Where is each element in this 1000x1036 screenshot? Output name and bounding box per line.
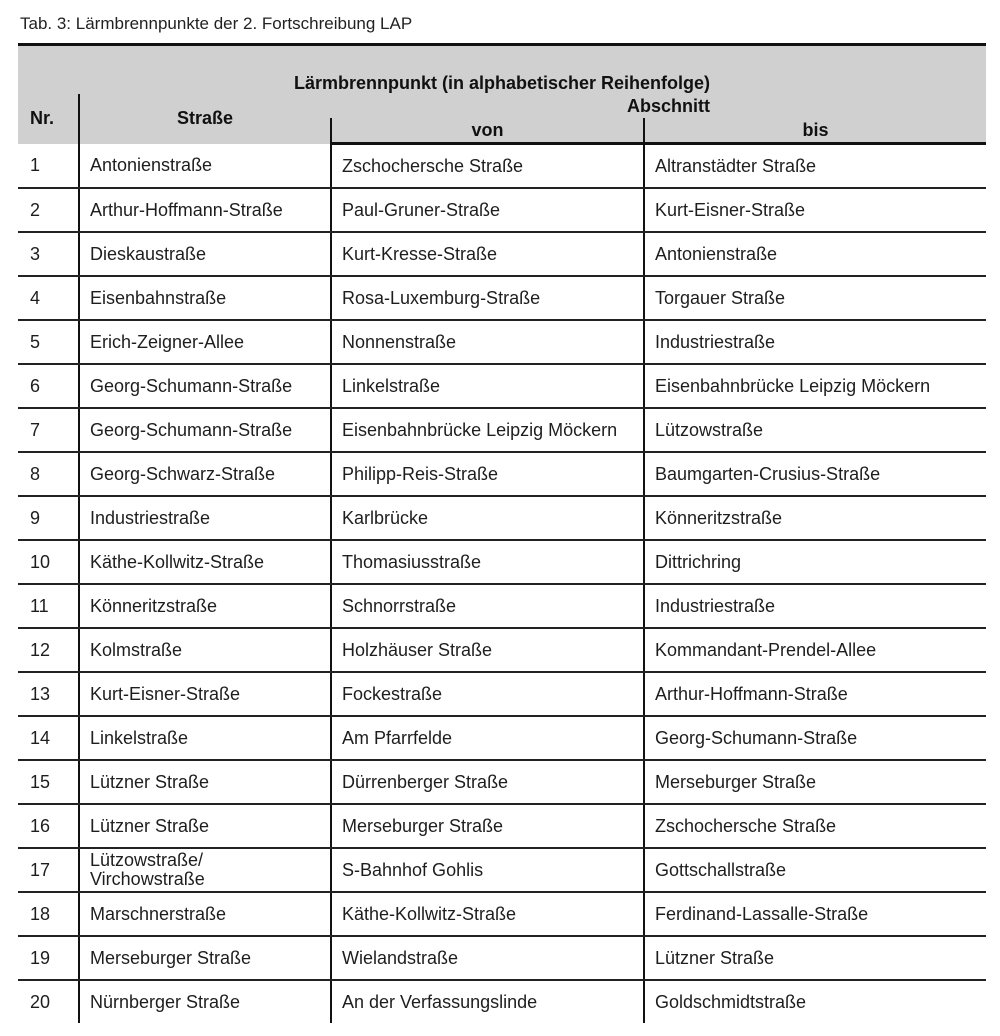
cell-bis: Lützowstraße [644, 408, 986, 452]
cell-von: S-Bahnhof Gohlis [331, 848, 644, 892]
table-row [18, 408, 986, 452]
table-row [18, 496, 986, 540]
cell-strasse: Eisenbahnstraße [79, 276, 331, 320]
cell-bis: Industriestraße [644, 320, 986, 364]
table-row [18, 760, 986, 804]
cell-nr: 1 [18, 144, 79, 189]
cell-bis: Zschochersche Straße [644, 804, 986, 848]
cell-strasse: Georg-Schumann-Straße [79, 408, 331, 452]
table-row [18, 364, 986, 408]
cell-strasse: Antonienstraße [79, 144, 331, 189]
table-row [18, 804, 986, 848]
table-header [18, 45, 986, 144]
cell-bis: Dittrichring [644, 540, 986, 584]
cell-bis: Baumgarten-Crusius-Straße [644, 452, 986, 496]
header-nr: Nr. [18, 94, 79, 144]
cell-nr: 12 [18, 628, 79, 672]
cell-strasse: Nürnberger Straße [79, 980, 331, 1023]
cell-nr: 5 [18, 320, 79, 364]
cell-bis: Industriestraße [644, 584, 986, 628]
cell-nr: 9 [18, 496, 79, 540]
cell-von: Karlbrücke [331, 496, 644, 540]
table-row [18, 980, 986, 1023]
table-row [18, 452, 986, 496]
cell-bis: Kommandant-Prendel-Allee [644, 628, 986, 672]
cell-strasse: Georg-Schumann-Straße [79, 364, 331, 408]
table-row [18, 848, 986, 892]
cell-strasse: Merseburger Straße [79, 936, 331, 980]
cell-nr: 20 [30, 991, 51, 1012]
cell-bis: Ferdinand-Lassalle-Straße [644, 892, 986, 936]
cell-bis: Kurt-Eisner-Straße [644, 188, 986, 232]
cell-nr: 13 [18, 672, 79, 716]
cell-strasse-line-2: Virchowstraße [90, 869, 205, 889]
cell-von: Holzhäuser Straße [331, 628, 644, 672]
cell-strasse-line-1: Lützowstraße/ [90, 850, 204, 870]
table-row [18, 584, 986, 628]
cell-von: Merseburger Straße [331, 804, 644, 848]
cell-nr: 2 [18, 188, 79, 232]
table-row [18, 672, 986, 716]
cell-strasse [79, 848, 331, 892]
cell-von: Dürrenberger Straße [331, 760, 644, 804]
cell-von: Käthe-Kollwitz-Straße [331, 892, 644, 936]
cell-nr: 17 [18, 848, 79, 892]
cell-von: Nonnenstraße [331, 320, 644, 364]
cell-nr: 18 [18, 892, 79, 936]
cell-bis: Georg-Schumann-Straße [644, 716, 986, 760]
cell-nr: 6 [18, 364, 79, 408]
header-abschnitt: Abschnitt [331, 94, 986, 118]
header-strasse: Straße [79, 94, 331, 144]
cell-nr: 15 [18, 760, 79, 804]
cell-bis: Gottschallstraße [644, 848, 986, 892]
cell-von: Rosa-Luxemburg-Straße [331, 276, 644, 320]
cell-bis: Goldschmidtstraße [644, 980, 986, 1023]
cell-strasse: Arthur-Hoffmann-Straße [79, 188, 331, 232]
cell-nr: 7 [18, 408, 79, 452]
header-bis: bis [644, 118, 986, 144]
cell-von: Fockestraße [331, 672, 644, 716]
cell-bis: Könneritzstraße [644, 496, 986, 540]
cell-strasse: Marschnerstraße [79, 892, 331, 936]
cell-von: Am Pfarrfelde [331, 716, 644, 760]
table-caption: Tab. 3: Lärmbrennpunkte der 2. Fortschreibung LAP [20, 14, 413, 33]
header-group-title: Lärmbrennpunkt (in alphabetischer Reihenfolge) [18, 45, 986, 95]
cell-strasse: Kurt-Eisner-Straße [79, 672, 331, 716]
cell-nr: 14 [18, 716, 79, 760]
cell-von: Paul-Gruner-Straße [331, 188, 644, 232]
cell-nr: 8 [18, 452, 79, 496]
cell-von: Eisenbahnbrücke Leipzig Möckern [331, 408, 644, 452]
cell-nr: 19 [18, 936, 79, 980]
cell-nr: 4 [18, 276, 79, 320]
table-row [18, 716, 986, 760]
cell-strasse: Linkelstraße [79, 716, 331, 760]
cell-nr: 3 [18, 232, 79, 276]
table-row [18, 276, 986, 320]
cell-bis: Torgauer Straße [644, 276, 986, 320]
cell-von: Linkelstraße [331, 364, 644, 408]
cell-nr: 10 [18, 540, 79, 584]
table-row [18, 188, 986, 232]
cell-strasse: Dieskaustraße [79, 232, 331, 276]
table-row [18, 144, 986, 189]
cell-bis: Eisenbahnbrücke Leipzig Möckern [644, 364, 986, 408]
cell-bis: Altranstädter Straße [644, 144, 986, 189]
cell-strasse: Könneritzstraße [79, 584, 331, 628]
cell-von: An der Verfassungslinde [331, 980, 644, 1023]
table-row [18, 320, 986, 364]
header-von: von [331, 118, 644, 144]
cell-strasse: Käthe-Kollwitz-Straße [79, 540, 331, 584]
cell-von: Schnorrstraße [331, 584, 644, 628]
cell-bis: Arthur-Hoffmann-Straße [644, 672, 986, 716]
table-row [18, 936, 986, 980]
table-row [18, 232, 986, 276]
cell-von: Zschochersche Straße [331, 144, 644, 189]
table-row [18, 540, 986, 584]
cell-von: Kurt-Kresse-Straße [331, 232, 644, 276]
cell-bis: Lützner Straße [644, 936, 986, 980]
noise-hotspots-table [18, 43, 986, 1023]
cell-strasse: Industriestraße [79, 496, 331, 540]
cell-strasse: Georg-Schwarz-Straße [79, 452, 331, 496]
table-row [18, 628, 986, 672]
table-row [18, 892, 986, 936]
cell-von: Wielandstraße [331, 936, 644, 980]
table-body [18, 144, 986, 1024]
cell-strasse: Lützner Straße [79, 804, 331, 848]
cell-von: Thomasiusstraße [331, 540, 644, 584]
cell-strasse: Lützner Straße [79, 760, 331, 804]
cell-nr: 16 [18, 804, 79, 848]
cell-bis: Merseburger Straße [644, 760, 986, 804]
cell-nr: 11 [18, 584, 79, 628]
cell-von: Philipp-Reis-Straße [331, 452, 644, 496]
cell-strasse: Kolmstraße [79, 628, 331, 672]
cell-strasse: Erich-Zeigner-Allee [79, 320, 331, 364]
cell-bis: Antonienstraße [644, 232, 986, 276]
